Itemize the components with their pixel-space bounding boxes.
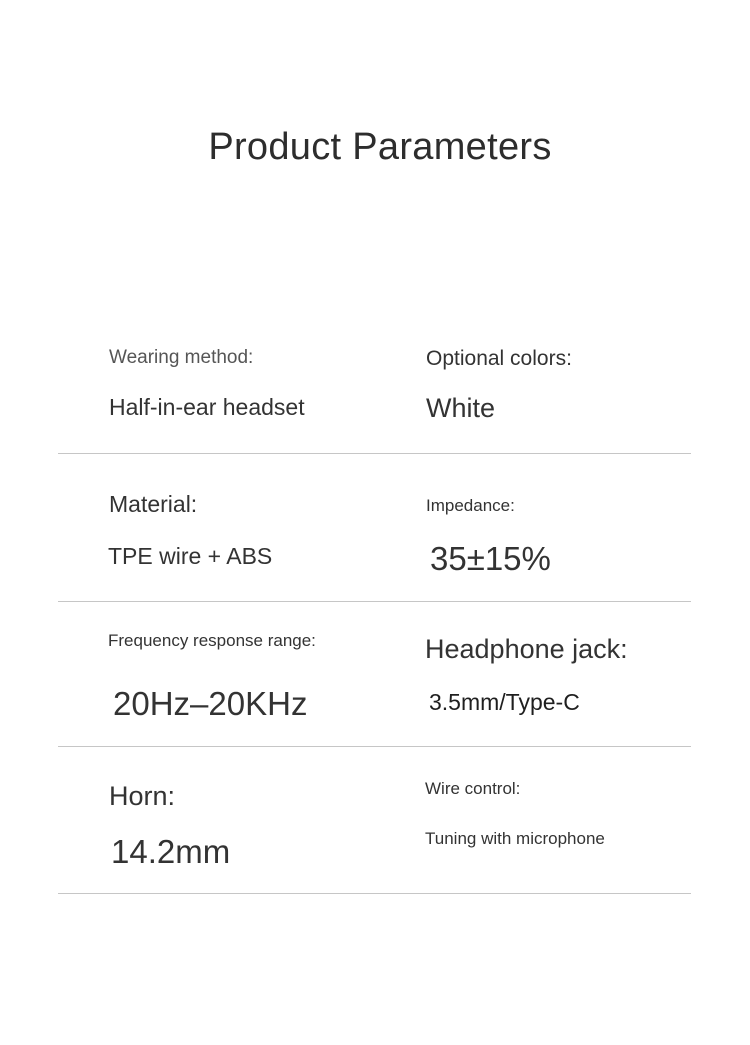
row-divider — [58, 893, 691, 894]
param-label-wearing-method: Wearing method: — [109, 347, 254, 368]
param-label-wire-control: Wire control: — [425, 779, 521, 798]
param-value-frequency-response: 20Hz–20KHz — [113, 685, 308, 722]
param-value-wire-control: Tuning with microphone — [425, 829, 605, 848]
param-label-horn: Horn: — [109, 781, 176, 811]
param-value-material: TPE wire + ABS — [108, 543, 273, 569]
param-value-optional-colors: White — [426, 393, 496, 423]
row-divider — [58, 746, 691, 747]
row-divider — [58, 453, 691, 454]
param-label-material: Material: — [109, 491, 198, 517]
page-title: Product Parameters — [208, 126, 552, 168]
param-value-horn: 14.2mm — [111, 833, 231, 870]
row-divider — [58, 601, 691, 602]
param-value-impedance: 35±15% — [430, 540, 551, 577]
param-label-impedance: Impedance: — [426, 496, 515, 515]
param-value-headphone-jack: 3.5mm/Type-C — [429, 689, 580, 715]
param-value-wearing-method: Half-in-ear headset — [109, 394, 305, 420]
param-label-headphone-jack: Headphone jack: — [425, 634, 628, 664]
param-label-optional-colors: Optional colors: — [426, 347, 572, 370]
param-label-frequency-response: Frequency response range: — [108, 631, 316, 650]
